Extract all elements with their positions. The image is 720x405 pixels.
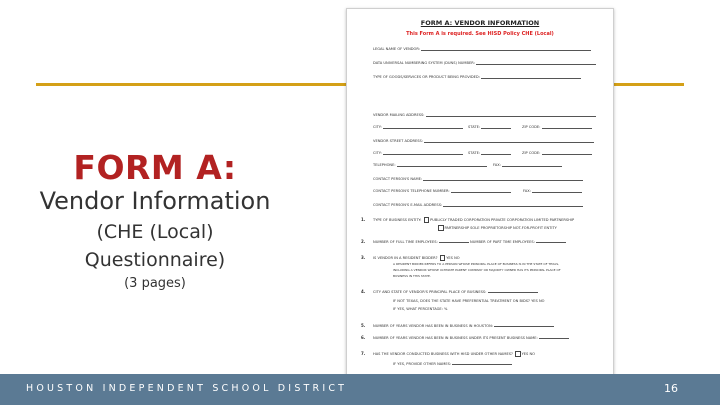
field-mail-state: STATE: — [468, 125, 511, 129]
slide-policy-line2: Questionnaire) — [84, 249, 226, 271]
question-text: NUMBER OF YEARS VENDOR HAS BEEN IN BUSINESS UNDER ITS PRESENT BUSINESS NAME: — [373, 335, 569, 340]
question-number: 6. — [361, 335, 366, 340]
field-fax: FAX: — [493, 163, 562, 167]
question-text: NUMBER OF FULL TIME EMPLOYEES: NUMBER OF PART TIME EMPLOYEES: — [373, 239, 566, 244]
page-count: (3 pages) — [124, 276, 186, 291]
field-street-city: CITY: — [373, 151, 463, 155]
slide-page-number: 16 — [664, 382, 678, 395]
question-number: 2. — [361, 239, 366, 244]
field-legal-name: LEGAL NAME OF VENDOR: — [373, 47, 591, 51]
field-street-address: VENDOR STREET ADDRESS: — [373, 139, 594, 143]
question-note: A RESIDENT BIDDER REFERS TO A PERSON WHOSE PRINCIPAL PLACE OF BUSINESS IS IN THE STATE OF TEXAS, — [393, 262, 560, 266]
field-duns: DATA UNIVERSAL NUMBERING SYSTEM (DUNS) NUMBER: — [373, 61, 596, 65]
field-goods: TYPE OF GOODS/SERVICES OR PRODUCT BEING PROVIDED: — [373, 75, 581, 79]
document-note: This Form A is required. See HISD Policy CHE (Local) — [406, 31, 554, 37]
question-number: 5. — [361, 323, 366, 328]
field-contact-fax: FAX: — [523, 189, 582, 193]
field-contact-phone: CONTACT PERSON'S TELEPHONE NUMBER: — [373, 189, 511, 193]
question-note: BUSINESS IN THIS STATE. — [393, 274, 431, 278]
field-street-zip: ZIP CODE: — [522, 151, 592, 155]
question-option: IF NOT TEXAS, DOES THE STATE HAVE PREFERENTIAL TREATMENT ON BIDS? YES NO — [393, 299, 545, 303]
question-options: PARTNERSHIP SOLE PROPRIETORSHIP NOT-FOR-PROFIT ENTITY — [437, 225, 557, 231]
field-mail-zip: ZIP CODE: — [522, 125, 592, 129]
footer-bar — [0, 374, 720, 405]
question-text: HAS THE VENDOR CONDUCTED BUSINESS WITH HISD UNDER OTHER NAMES? YES NO — [373, 351, 535, 356]
field-mail-city: CITY: — [373, 125, 463, 129]
question-text: IS VENDOR IN A RESIDENT BIDDER? YES NO — [373, 255, 460, 260]
slide-policy-line1: (CHE (Local) — [96, 221, 214, 243]
footer-district-name: HOUSTON INDEPENDENT SCHOOL DISTRICT — [26, 383, 348, 394]
field-street-state: STATE: — [468, 151, 511, 155]
field-contact-email: CONTACT PERSON'S E-MAIL ADDRESS: — [373, 203, 583, 207]
question-text: NUMBER OF YEARS VENDOR HAS BEEN IN BUSINESS IN HOUSTON: — [373, 323, 554, 328]
question-number: 4. — [361, 289, 366, 294]
slide-title: FORM A: — [73, 148, 237, 187]
slide-subtitle: Vendor Information — [39, 187, 271, 215]
question-option: IF YES, WHAT PERCENTAGE: % — [393, 307, 448, 311]
field-telephone: TELEPHONE: — [373, 163, 487, 167]
document-title: FORM A: VENDOR INFORMATION — [420, 19, 540, 27]
form-document-image — [346, 8, 614, 384]
question-text: CITY AND STATE OF VENDOR'S PRINCIPAL PLACE OF BUSINESS: — [373, 289, 538, 294]
question-note: INCLUDING A VENDOR WHOSE ULTIMATE PARENT COMPANY OR MAJORITY OWNER HAS ITS PRINCIPAL PLACE OF — [393, 268, 561, 272]
question-number: 7. — [361, 351, 366, 356]
question-number: 3. — [361, 255, 366, 260]
question-number: 1. — [361, 217, 366, 222]
field-contact-name: CONTACT PERSON'S NAME: — [373, 177, 583, 181]
slide-title-block — [30, 150, 280, 291]
question-option: IF YES, PROVIDE OTHER NAMES: — [393, 361, 512, 366]
field-mailing-address: VENDOR MAILING ADDRESS: — [373, 113, 596, 117]
question-text: TYPE OF BUSINESS ENTITY: PUBLICLY TRADED CORPORATION PRIVATE CORPORATION LIMITED PARTNERSHIP — [373, 217, 575, 222]
